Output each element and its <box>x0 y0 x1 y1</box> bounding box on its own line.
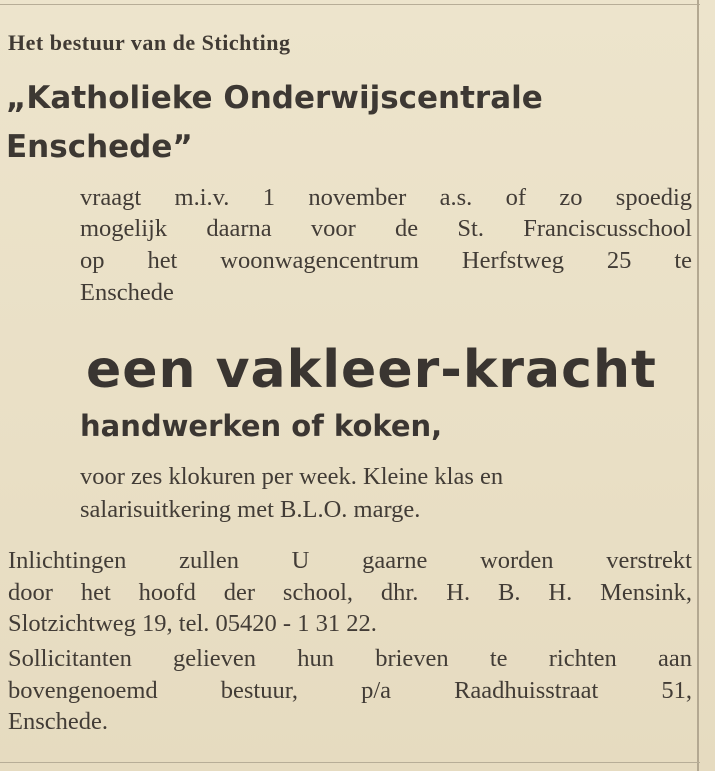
top-rule <box>0 4 700 5</box>
para1-line-4: Enschede <box>80 279 174 306</box>
para1-line-1: vraagt m.i.v. 1 november a.s. of zo spoedig <box>80 184 692 211</box>
title-line-2: Enschede” <box>6 129 193 165</box>
bottom-rule <box>0 762 700 763</box>
para3-line-1: Inlichtingen zullen U gaarne worden verstrekt <box>8 547 692 574</box>
title-line-1: „Katholieke Onderwijscentrale <box>6 80 543 116</box>
para3-line-4: Sollicitanten gelieven hun brieven te richten aan <box>8 645 692 672</box>
intro-line: Het bestuur van de Stichting <box>8 30 291 55</box>
para3-line-3: Slotzichtweg 19, tel. 05420 - 1 31 22. <box>8 610 377 637</box>
subheadline: handwerken of koken, <box>80 409 443 443</box>
para3-line-6: Enschede. <box>8 708 108 735</box>
para1-line-2: mogelijk daarna voor de St. Franciscusschool <box>80 215 692 242</box>
right-rule <box>697 0 699 771</box>
para2-line-2: salarisuitkering met B.L.O. marge. <box>80 496 421 523</box>
para1-line-3: op het woonwagencentrum Herfstweg 25 te <box>80 247 692 274</box>
headline: een vakleer-kracht <box>86 340 657 400</box>
para3-line-2: door het hoofd der school, dhr. H. B. H. Mensink, <box>8 579 692 606</box>
para3-line-5: bovengenoemd bestuur, p/a Raadhuisstraat 51, <box>8 677 692 704</box>
para2-line-1: voor zes klokuren per week. Kleine klas en <box>80 463 504 490</box>
